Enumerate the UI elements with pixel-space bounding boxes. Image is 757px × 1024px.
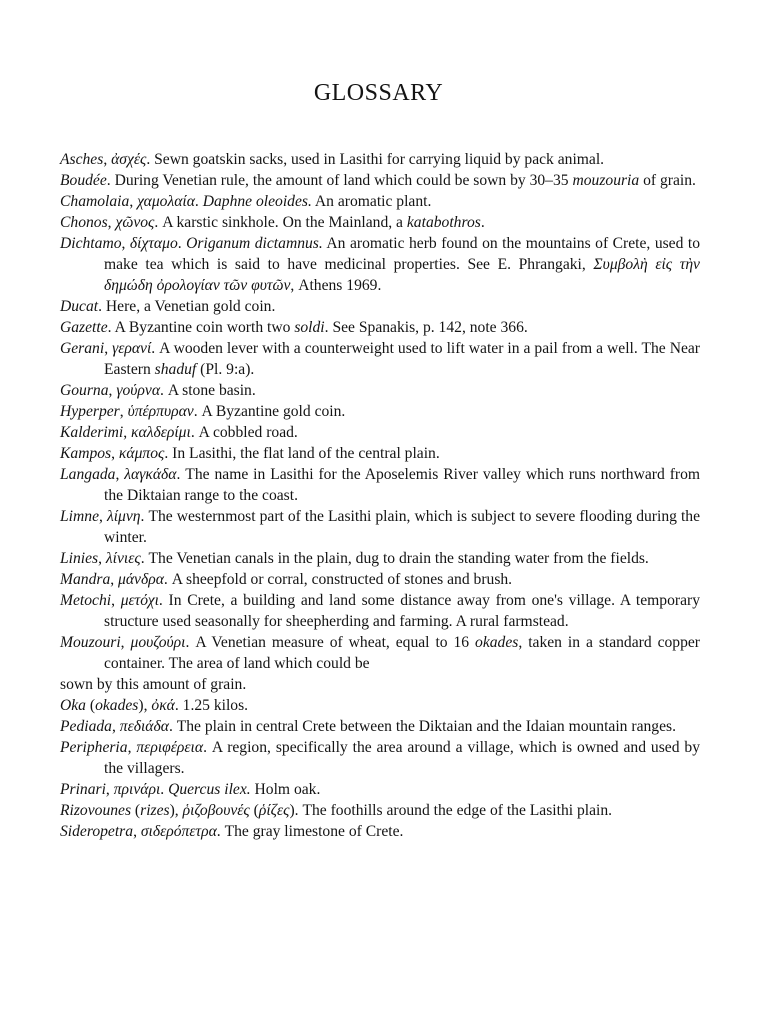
glossary-entry: Chonos, χῶνος. A karstic sinkhole. On the Mainland, a katabothros. xyxy=(60,214,485,231)
glossary-entry: Rizovounes (rizes), ῥιζοβουνές (ῥίζες). The foothills around the edge of the Lasithi plain. xyxy=(60,802,613,819)
glossary-entry-continuation: sown by this amount of grain. xyxy=(60,676,247,693)
glossary-list xyxy=(60,149,700,842)
entry-greek: λίμνη xyxy=(106,508,141,525)
entry-greek: μετόχι xyxy=(120,592,159,609)
entry-term: Sideropetra xyxy=(60,823,134,840)
glossary-entry: Kampos, κάμπος. In Lasithi, the flat land of the central plain. xyxy=(60,445,440,462)
glossary-entry: Ducat. Here, a Venetian gold coin. xyxy=(60,298,276,315)
glossary-entry: Mouzouri, μουζούρι. A Venetian measure of wheat, equal to 16 okades, taken in a standard copper container. The area of land which could be xyxy=(60,634,701,672)
entry-term: Mandra xyxy=(60,571,111,588)
entry-term: Limne xyxy=(60,508,99,525)
entry-greek: πεδιάδα xyxy=(119,718,169,735)
glossary-entry: Boudée. During Venetian rule, the amount of land which could be sown by 30–35 mouzouria of grain. xyxy=(60,172,696,189)
entry-term: Rizovounes xyxy=(60,802,132,819)
glossary-entry: Kalderimi, καλδερίμι. A cobbled road. xyxy=(60,424,298,441)
entry-term: Langada xyxy=(60,466,116,483)
page-title: GLOSSARY xyxy=(313,80,444,106)
glossary-entry: Prinari, πρινάρι. Quercus ilex. Holm oak. xyxy=(60,781,321,798)
entry-greek: περιφέρεια xyxy=(136,739,204,756)
glossary-entry: Metochi, μετόχι. In Crete, a building and land some distance away from one's village. A temporary structure used seasonally for sheepherding and farming. A rural farmstead. xyxy=(60,592,700,630)
italic-text: soldi xyxy=(294,319,325,336)
entry-term: Prinari xyxy=(60,781,106,798)
glossary-entry: Oka (okades), ὀκά. 1.25 kilos. xyxy=(60,697,249,714)
italic-text: okades xyxy=(95,697,139,714)
glossary-entry: Asches, ἀσχές. Sewn goatskin sacks, used in Lasithi for carrying liquid by pack animal. xyxy=(60,151,605,168)
entry-term: Linies xyxy=(60,550,99,567)
italic-text: Origanum dictamnus. xyxy=(186,235,323,252)
glossary-entry: Sideropetra, σιδερόπετρα. The gray limestone of Crete. xyxy=(60,823,404,840)
entry-term: Peripheria xyxy=(60,739,128,756)
entry-term: Chamolaia xyxy=(60,193,130,210)
entry-greek: χῶνος xyxy=(115,214,155,231)
italic-text: katabothros xyxy=(406,214,481,231)
italic-text: rizes xyxy=(140,802,170,819)
entry-term: Ducat xyxy=(60,298,99,315)
italic-text: okades xyxy=(475,634,519,651)
italic-text: Quercus ilex. xyxy=(168,781,251,798)
entry-term: Gerani xyxy=(60,340,105,357)
italic-text: mouzouria xyxy=(572,172,640,189)
entry-term: Dichtamo xyxy=(60,235,122,252)
italic-text: Συμβολὴ εἰς τὴν δημώδη ὀρολογίαν τῶν φυτῶν xyxy=(104,256,700,294)
entry-greek: πρινάρι xyxy=(113,781,161,798)
entry-greek: μουζούρι xyxy=(130,634,186,651)
glossary-entry: Pediada, πεδιάδα. The plain in central Crete between the Diktaian and the Idaian mountain ranges. xyxy=(60,718,676,735)
entry-greek: ὑπέρπυραν xyxy=(127,403,194,420)
glossary-entry: Dichtamo, δίχταμο. Origanum dictamnus. An aromatic herb found on the mountains of Crete, used to make tea which is said to have medicinal properties. See E. Phrangaki, Συμβολὴ εἰς τὴν δημώδη ὀρολογίαν τῶν φυτῶν, Athens 1969. xyxy=(60,235,701,294)
entry-term: Kalderimi xyxy=(60,424,124,441)
entry-term: Pediada xyxy=(60,718,112,735)
entry-greek: λαγκάδα xyxy=(124,466,177,483)
glossary-entry: Hyperper, ὑπέρπυραν. A Byzantine gold coin. xyxy=(60,403,346,420)
entry-greek: ἀσχές xyxy=(111,151,147,168)
italic-text: ῥίζες xyxy=(258,802,290,819)
glossary-entry: Gerani, γερανί. A wooden lever with a counterweight used to lift water in a pail from a well. The Near Eastern shaduf (Pl. 9:a). xyxy=(60,340,700,378)
italic-text: Daphne oleoides. xyxy=(202,193,312,210)
entry-greek: γερανί xyxy=(112,340,152,357)
italic-text: shaduf xyxy=(154,361,197,378)
glossary-entry: Limne, λίμνη. The westernmost part of the Lasithi plain, which is subject to severe flooding during the winter. xyxy=(60,508,701,546)
entry-term: Metochi xyxy=(60,592,112,609)
entry-greek: καλδερίμι xyxy=(131,424,191,441)
entry-term: Chonos xyxy=(60,214,108,231)
entry-term: Kampos xyxy=(60,445,112,462)
glossary-entry: Linies, λίνιες. The Venetian canals in the plain, dug to drain the standing water from the fields. xyxy=(60,550,649,567)
entry-greek: μάνδρα xyxy=(118,571,164,588)
italic-text: ῥιζοβουνές xyxy=(182,802,250,819)
entry-greek: δίχταμο xyxy=(129,235,178,252)
entry-term: Mouzouri xyxy=(60,634,121,651)
entry-greek: χαμολαία xyxy=(137,193,195,210)
entry-greek: κάμπος xyxy=(118,445,165,462)
entry-greek: σιδερόπετρα xyxy=(140,823,217,840)
entry-term: Boudée xyxy=(60,172,107,189)
entry-greek: λίνιες xyxy=(105,550,141,567)
italic-text: ὀκά xyxy=(151,697,175,714)
entry-term: Oka xyxy=(60,697,86,714)
entry-term: Hyperper xyxy=(60,403,120,420)
glossary-entry: Langada, λαγκάδα. The name in Lasithi for the Aposelemis River valley which runs northward from the Diktaian range to the coast. xyxy=(60,466,701,504)
glossary-entry: Peripheria, περιφέρεια. A region, specifically the area around a village, which is owned and used by the villagers. xyxy=(60,739,700,777)
glossary-entry: Gourna, γούρνα. A stone basin. xyxy=(60,382,256,399)
entry-term: Asches xyxy=(60,151,104,168)
entry-term: Gazette xyxy=(60,319,108,336)
entry-greek: γούρνα xyxy=(116,382,161,399)
glossary-entry: Mandra, μάνδρα. A sheepfold or corral, constructed of stones and brush. xyxy=(60,571,513,588)
entry-term: Gourna xyxy=(60,382,109,399)
glossary-entry: Gazette. A Byzantine coin worth two soldi. See Spanakis, p. 142, note 366. xyxy=(60,319,528,336)
glossary-entry: Chamolaia, χαμολαία. Daphne oleoides. An aromatic plant. xyxy=(60,193,432,210)
